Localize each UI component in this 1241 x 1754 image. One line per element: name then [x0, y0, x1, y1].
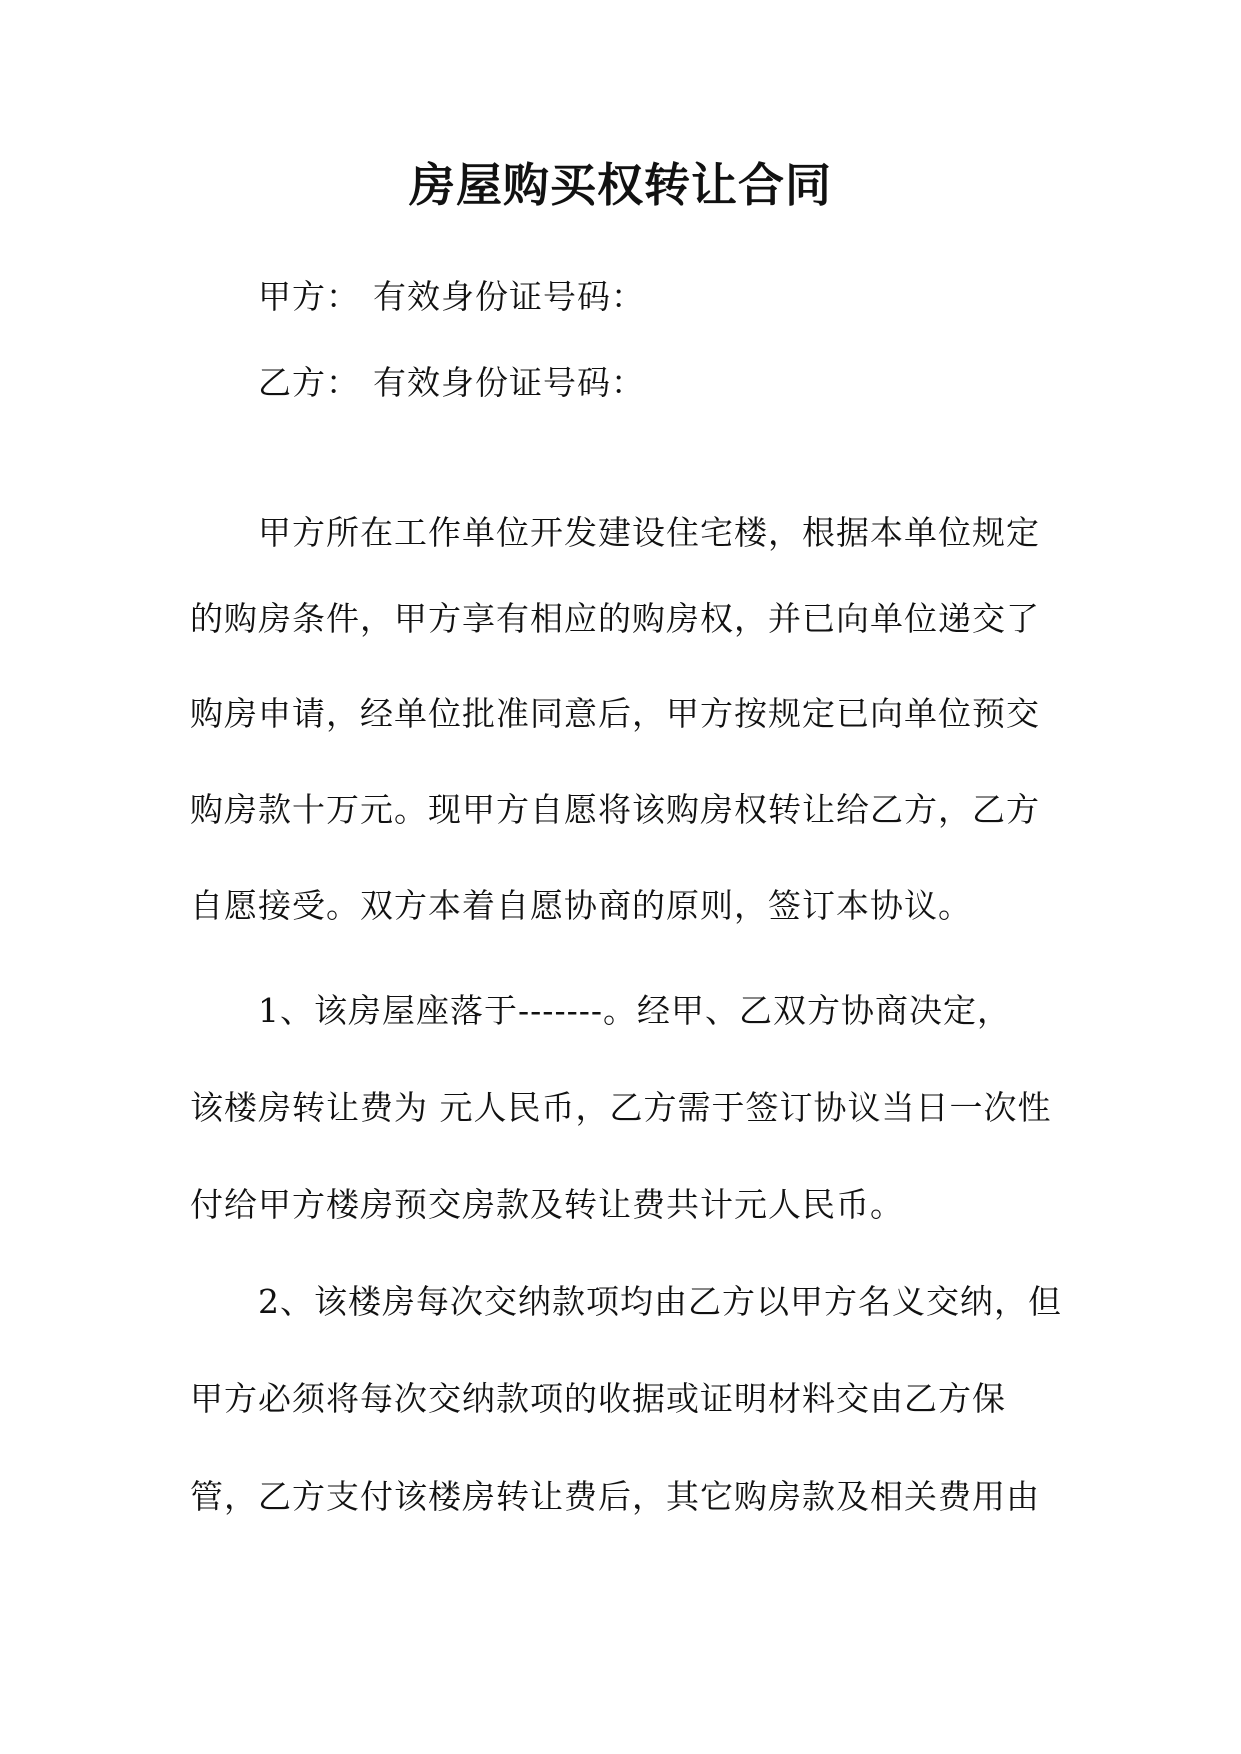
party-a-line [258, 272, 645, 322]
party-a-label: 甲方： [258, 277, 360, 316]
body-line-2: 的购房条件，甲方享有相应的购房权，并已向单位递交了 [190, 599, 1040, 638]
body-line-1: 甲方所在工作单位开发建设住宅楼，根据本单位规定 [258, 513, 1040, 552]
party-a-id-label: 有效身份证号码： [373, 277, 645, 316]
clause-1-line-2: 该楼房转让费为 元人民币，乙方需于签订协议当日一次性 [190, 1088, 1052, 1127]
clause-2-line-2: 甲方必须将每次交纳款项的收据或证明材料交由乙方保 [190, 1379, 1006, 1418]
party-b-label: 乙方： [258, 363, 360, 402]
body-line-4: 购房款十万元。现甲方自愿将该购房权转让给乙方，乙方 [190, 790, 1040, 829]
clause-1-line-1: 1、该房屋座落于-------。经甲、乙双方协商决定， [258, 991, 1012, 1030]
body-line-3: 购房申请，经单位批准同意后，甲方按规定已向单位预交 [190, 694, 1040, 733]
clause-2-line-1: 2、该楼房每次交纳款项均由乙方以甲方名义交纳，但 [258, 1282, 1062, 1321]
party-b-line [258, 358, 645, 408]
clause-2-line-3: 管，乙方支付该楼房转让费后，其它购房款及相关费用由 [190, 1477, 1040, 1516]
body-line-5: 自愿接受。双方本着自愿协商的原则，签订本协议。 [190, 886, 972, 925]
clause-1-line-3: 付给甲方楼房预交房款及转让费共计元人民币。 [190, 1185, 904, 1224]
document-title: 房屋购买权转让合同 [409, 158, 832, 212]
party-b-id-label: 有效身份证号码： [373, 363, 645, 402]
